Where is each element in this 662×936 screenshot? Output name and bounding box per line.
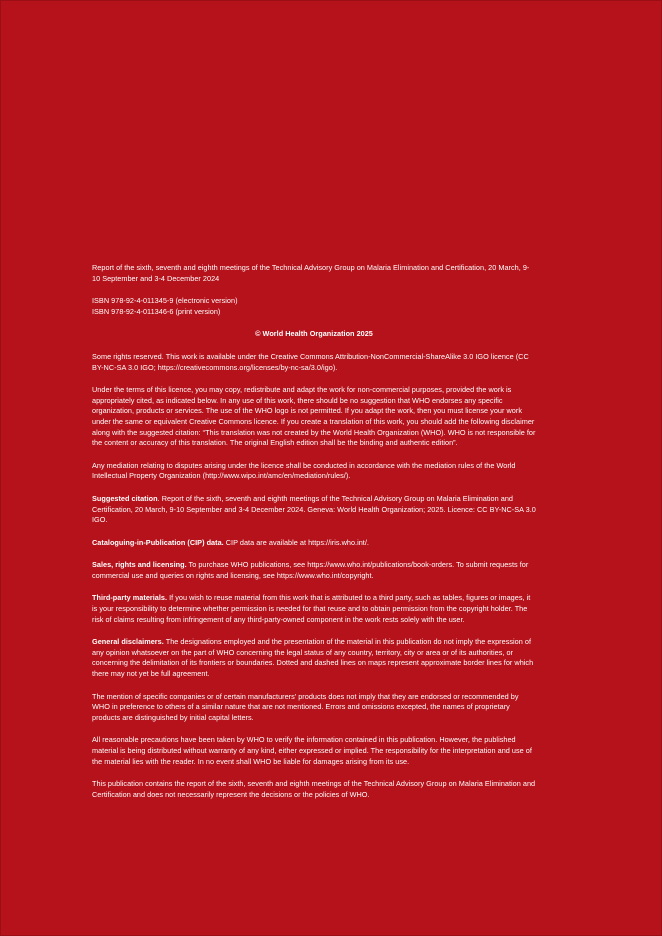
- third-party-paragraph: [92, 593, 536, 625]
- copyright-notice: © World Health Organization 2025: [255, 329, 373, 339]
- mediation-paragraph: Any mediation relating to disputes arising under the licence shall be conducted in accordance with the mediation rules of the World Intellectual Property Organization (http://www.wipo.int/amc/en/mediation/rules/).: [92, 460, 516, 481]
- companies-paragraph: The mention of specific companies or of certain manufacturers’ products does not imply that they are endorsed or recommended by WHO in preference to others of a similar nature that are not mentioned. Errors and omissions excepted, the names of proprietary products are distinguished by initial capital letters.: [92, 691, 519, 722]
- copyright-page-body: [92, 263, 536, 812]
- third-party-text: If you wish to reuse material from this work that is attributed to a third party, such as tables, figures or images, it is your responsibility to determine whether permission is needed for that reuse and to obtain permission from the copyright holder. The risk of claims resulting from infringement of any third-party-owned component in the work rests solely with the user.: [92, 593, 531, 624]
- cip-paragraph: [92, 538, 536, 549]
- licence-terms-paragraph: Under the terms of this licence, you may copy, redistribute and adapt the work for non-commercial purposes, provided the work is appropriately cited, as indicated below. In any use of this work, there should be no suggestion that WHO endorses any specific organization, products or services. The use of the WHO logo is not permitted. If you adapt the work, then you must license your work under the same or equivalent Creative Commons licence. If you create a translation of this work, you should add the following disclaimer along with the suggested citation: “This translation was not created by the World Health Organization (WHO). WHO is not responsible for the content or accuracy of this translation. The original English edition shall be the binding and authentic edition”.: [92, 385, 536, 448]
- sales-paragraph: [92, 560, 536, 581]
- report-title: Report of the sixth, seventh and eighth meetings of the Technical Advisory Group on Malaria Elimination and Certification, 20 March, 9-10 September and 3-4 December 2024: [92, 263, 530, 283]
- suggested-citation-label: Suggested citation: [92, 493, 158, 503]
- final-note-paragraph: This publication contains the report of the sixth, seventh and eighth meetings of the Technical Advisory Group on Malaria Elimination and Certification and does not necessarily represent the decisions or the policies of WHO.: [92, 779, 536, 799]
- isbn-block: [92, 296, 536, 317]
- sales-text: To purchase WHO publications, see https://www.who.int/publications/book-orders. To submit requests for commercial use and queries on rights and licensing, see https://www.who.int/copyright.: [92, 560, 529, 580]
- cip-text: CIP data are available at https://iris.who.int/.: [223, 537, 369, 547]
- suggested-citation-paragraph: [92, 494, 536, 526]
- isbn-electronic: ISBN 978-92-4-011345-9 (electronic version): [92, 296, 238, 306]
- rights-reserved-paragraph: Some rights reserved. This work is available under the Creative Commons Attribution-NonCommercial-ShareAlike 3.0 IGO licence (CC BY-NC-SA 3.0 IGO; https://creativecommons.org/licenses/by-nc-sa/3.0/igo).: [92, 351, 529, 372]
- general-disclaimers-text: The designations employed and the presentation of the material in this publication do not imply the expression of any opinion whatsoever on the part of WHO concerning the legal status of any country, territory, city or area or of its authorities, or concerning the delimitation of its frontiers or boundaries. Dotted and dashed lines on maps represent approximate border lines for which there may not yet be full agreement.: [92, 637, 534, 679]
- cip-label: Cataloguing-in-Publication (CIP) data.: [92, 537, 224, 547]
- third-party-label: Third-party materials.: [92, 593, 168, 603]
- isbn-print: ISBN 978-92-4-011346-6 (print version): [92, 306, 221, 316]
- sales-label: Sales, rights and licensing.: [92, 560, 187, 570]
- precautions-paragraph: All reasonable precautions have been taken by WHO to verify the information contained in this publication. However, the published material is being distributed without warranty of any kind, either expressed or implied. The responsibility for the interpretation and use of the material lies with the reader. In no event shall WHO be liable for damages arising from its use.: [92, 735, 532, 766]
- general-disclaimers-paragraph: [92, 637, 536, 679]
- suggested-citation-text: . Report of the sixth, seventh and eighth meetings of the Technical Advisory Group on Malaria Elimination and Certification, 20 March, 9-10 September and 3-4 December 2024. Geneva: World Health Organization; 2025. Licence: CC BY-NC-SA 3.0 IGO.: [92, 493, 536, 525]
- general-disclaimers-label: General disclaimers.: [92, 637, 164, 647]
